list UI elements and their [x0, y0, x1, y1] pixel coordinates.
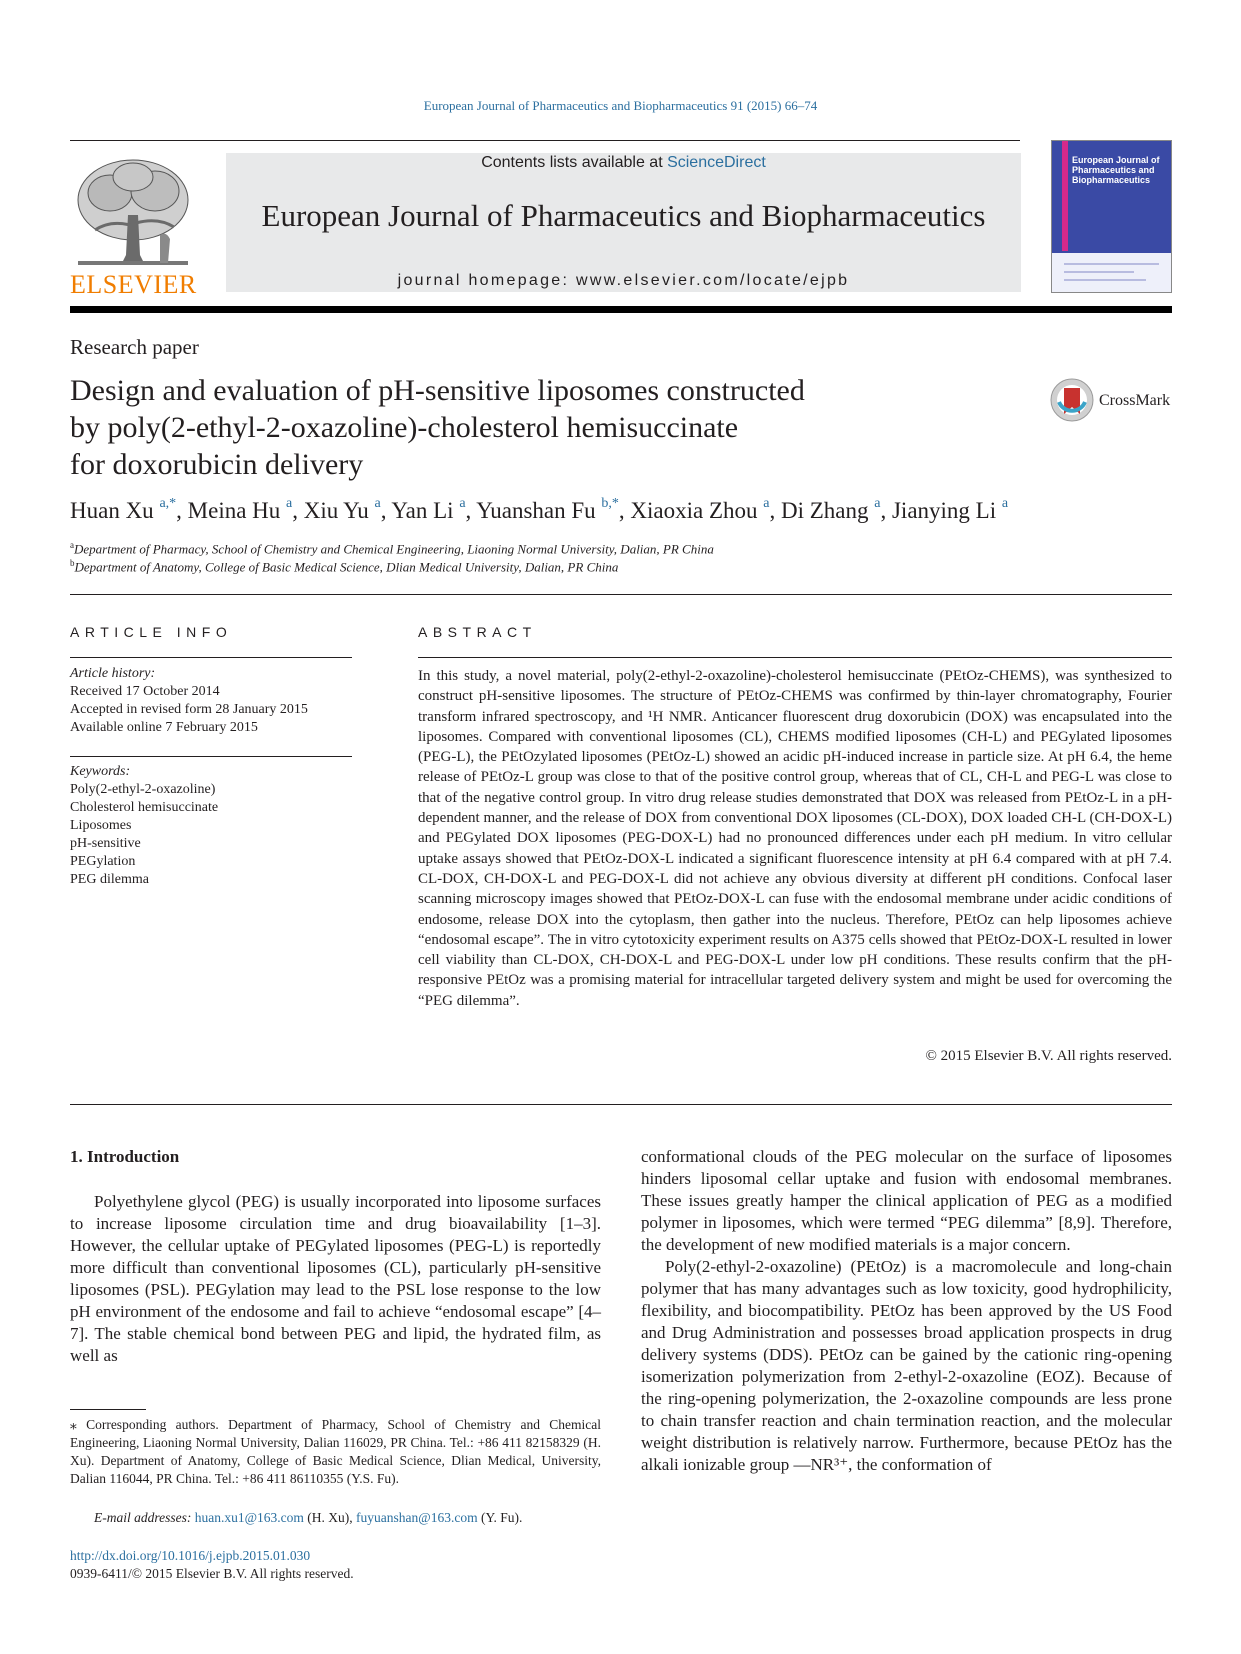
abstract-end-rule	[70, 1104, 1172, 1105]
author-separator: ,	[292, 498, 304, 523]
body-paragraph: Polyethylene glycol (PEG) is usually incorporated into liposome surfaces to increase liposome circulation time and drug bioavailability [1–3]. However, the cellular uptake of PEGylated liposomes (PEG-L) is reportedly more difficult than conventional liposomes (CL), particularly pH-sensitive liposomes (PSL). PEGylation may lead to the PSL lose response to the low pH environment of the endosome and fail to achieve “endosomal escape” [4–7]. The stable chemical bond between PEG and lipid, the hydrated film, as well as	[70, 1192, 601, 1365]
history-item: Available online 7 February 2015	[70, 720, 258, 735]
issn-copyright: 0939-6411/© 2015 Elsevier B.V. All rights reserved.	[70, 1566, 354, 1581]
author-affiliation-mark[interactable]: a	[874, 496, 881, 511]
article-history	[70, 665, 352, 737]
author-affiliation-mark[interactable]: a	[459, 496, 466, 511]
email-link[interactable]: fuyuanshan@163.com	[356, 1510, 478, 1525]
author-affiliation-mark[interactable]: a	[763, 496, 770, 511]
body-column-right	[641, 1146, 1172, 1476]
email-addresses	[70, 1510, 601, 1526]
corresponding-author-footnote: ⁎ Corresponding authors. Department of Pharmacy, School of Chemistry and Chemical Engineering, Liaoning Normal University, Dalian 116029, PR China. Tel.: +86 411 82158329 (H. Xu). Department of Anatomy, College of Basic Medical Science, Dlian Medical, University, Dalian 116044, PR China. Tel.: +86 411 86110355 (Y.S. Fu).	[70, 1417, 601, 1486]
history-item: Accepted in revised form 28 January 2015	[70, 702, 308, 717]
author-affiliation-mark[interactable]: a	[286, 496, 293, 511]
contents-line	[226, 154, 1021, 172]
keywords-rule	[70, 756, 352, 757]
body-paragraph: Poly(2-ethyl-2-oxazoline) (PEtOz) is a macromolecule and long-chain polymer that has many advantages such as low toxicity, good hydrophilicity, flexibility, and biocompatibility. PEtOz has been approved by the US Food and Drug Administration and possesses broad application prospects in drug delivery systems (DDS). PEtOz can be gained by the cationic ring-opening isomerization polymerization from 2-ethyl-2-oxazoline (EOZ). Because of the ring-opening polymerization, the 2-oxazoline compounds are less prone to chain transfer reaction and chain termination reaction, and the molecular weight distribution is relatively narrow. Furthermore, because PEtOz has the alkali ionizable group —NR³⁺, the conformation of	[641, 1257, 1172, 1474]
cover-footer	[1052, 253, 1172, 293]
title-line: Design and evaluation of pH-sensitive liposomes constructed	[70, 374, 805, 407]
article-title	[70, 372, 970, 483]
footnote-rule	[70, 1409, 146, 1410]
keywords-heading: Keywords:	[70, 764, 131, 779]
keyword: Poly(2-ethyl-2-oxazoline)	[70, 782, 216, 797]
author-separator: ,	[880, 498, 892, 523]
title-line: by poly(2-ethyl-2-oxazoline)-cholesterol hemisuccinate	[70, 411, 739, 444]
affiliation-key: a	[70, 540, 74, 550]
crossmark-label[interactable]: CrossMark	[1099, 392, 1171, 409]
keyword: PEGylation	[70, 854, 136, 869]
paper-type: Research paper	[70, 335, 199, 359]
keyword: PEG dilemma	[70, 872, 149, 887]
journal-homepage[interactable]: journal homepage: www.elsevier.com/locate/ejpb	[397, 272, 850, 289]
author-name: Huan Xu	[70, 498, 154, 523]
header-thick-rule	[70, 306, 1172, 313]
abstract-copyright: © 2015 Elsevier B.V. All rights reserved.	[925, 1048, 1172, 1064]
affiliation-rule	[70, 594, 1172, 595]
keyword: Liposomes	[70, 818, 132, 833]
doi-link[interactable]: http://dx.doi.org/10.1016/j.ejpb.2015.01.030	[70, 1548, 311, 1563]
article-info-rule	[70, 657, 352, 658]
section-heading-introduction: 1. Introduction	[70, 1147, 180, 1166]
author-separator: ,	[176, 498, 188, 523]
affiliation-text: Department of Pharmacy, School of Chemistry and Chemical Engineering, Liaoning Normal University, Dalian, PR China	[74, 541, 714, 557]
author-affiliation-mark[interactable]: a	[1001, 496, 1009, 511]
keywords	[70, 763, 352, 889]
author-separator: ,	[380, 498, 392, 523]
header-rule	[70, 140, 1020, 141]
body-column-left	[70, 1191, 601, 1367]
author-name: Jianying Li	[891, 498, 997, 523]
author-separator: ,	[465, 498, 477, 523]
body-paragraph: conformational clouds of the PEG molecular on the surface of liposomes hinders liposomal cellar uptake and fusion with endosomal membranes. These issues greatly hamper the clinical application of PEG as a modified polymer in liposomes, which were termed “PEG dilemma” [8,9]. Therefore, the development of new modified materials is a major concern.	[641, 1147, 1172, 1254]
history-item: Received 17 October 2014	[70, 684, 220, 699]
cover-footer-line	[1064, 263, 1159, 265]
sciencedirect-link[interactable]: ScienceDirect	[667, 154, 766, 171]
email-owner: (H. Xu),	[303, 1510, 357, 1525]
title-line: for doxorubicin delivery	[70, 448, 364, 481]
article-info-label: ARTICLE INFO	[70, 624, 233, 640]
crossmark-icon[interactable]	[1050, 378, 1094, 422]
author-affiliation-mark[interactable]: b,*	[601, 496, 619, 511]
author-name: Di Zhang	[781, 498, 869, 523]
elsevier-wordmark: ELSEVIER	[70, 270, 197, 299]
affiliation-a	[70, 540, 1170, 557]
email-owner: (Y. Fu).	[477, 1510, 523, 1525]
email-link[interactable]: huan.xu1@163.com	[194, 1510, 304, 1525]
journal-citation: European Journal of Pharmaceutics and Biopharmaceutics 91 (2015) 66–74	[423, 98, 818, 113]
contents-prefix: Contents lists available at	[481, 154, 668, 171]
email-heading: E-mail addresses:	[94, 1510, 195, 1525]
cover-footer-line	[1064, 279, 1146, 281]
history-heading: Article history:	[70, 666, 156, 681]
abstract-rule	[418, 657, 1172, 658]
author-name: Meina Hu	[187, 498, 281, 523]
author-separator: ,	[769, 498, 781, 523]
author-name: Xiaoxia Zhou	[630, 498, 758, 523]
author-affiliation-mark[interactable]: a,*	[159, 496, 177, 511]
abstract-label: ABSTRACT	[418, 624, 537, 640]
cover-title: European Journal of Pharmaceutics and Biopharmaceutics	[1072, 155, 1160, 185]
cover-stripe	[1062, 141, 1068, 251]
journal-cover-thumbnail	[1051, 140, 1172, 293]
author-name: Yan Li	[391, 498, 454, 523]
author-name: Xiu Yu	[303, 498, 369, 523]
affiliation-text: Department of Anatomy, College of Basic Medical Science, Dlian Medical University, Dalian, PR China	[74, 559, 619, 575]
author-affiliation-mark[interactable]: a	[374, 496, 381, 511]
author-name: Yuanshan Fu	[476, 498, 596, 523]
journal-title: European Journal of Pharmaceutics and Biopharmaceutics	[261, 198, 986, 233]
author-list	[70, 498, 1170, 524]
affiliation-b	[70, 558, 1170, 575]
author-separator: ,	[618, 498, 631, 523]
affiliation-key: b	[70, 558, 75, 568]
cover-footer-line	[1064, 271, 1134, 273]
abstract-text: In this study, a novel material, poly(2-ethyl-2-oxazoline)-cholesterol hemisuccinate (PEtOz-CHEMS), was synthesized to construct pH-sensitive liposomes. The structure of PEtOz-CHEMS was confirmed by thin-layer chromatography, Fourier transform infrared spectroscopy, and ¹H NMR. Anticancer fluorescent drug doxorubicin (DOX) was encapsulated into the liposomes. Compared with conventional liposomes (CL), CHEMS modified liposomes (CH-L) and PEGylated liposomes (PEG-L), the PEtOzylated liposomes (PEtOz-L) showed an acidic pH-induced increase in particle size. At pH 6.4, the heme release of PEtOz-L group was close to that of the positive control group, whereas that of CL, CH-L and PEG-L was close to that of the negative control group. In vitro drug release studies demonstrated that DOX was released from PEtOz-L in a pH-dependent manner, and the release of DOX from conventional DOX liposomes (CL-DOX), DOX loaded CH-L (CH-DOX-L) and PEGylated DOX liposomes (PEG-DOX-L) had no pronounced differences under each pH medium. In vitro cellular uptake assays showed that PEtOz-DOX-L indicated a significant fluorescence intensity at pH 6.4 compared with at pH 7.4. CL-DOX, CH-DOX-L and PEG-DOX-L did not achieve any obvious diversity at different pH conditions. Confocal laser scanning microscopy images showed that PEtOz-DOX-L can fuse with the endosomal membrane under acidic conditions of endosome, release DOX into the cytoplasm, then gather into the nucleus. Therefore, PEtOz can help liposomes achieve “endosomal escape”. The in vitro cytotoxicity experiment results on A375 cells showed that PEtOz-DOX-L resulted in lower cell viability than CL-DOX, CH-DOX-L and PEG-DOX-L under low pH conditions. These results confirm that the pH-responsive PEtOz was a promising material for intracellular targeted delivery system and might be used for overcoming the “PEG dilemma”.	[418, 668, 1172, 1009]
keyword: Cholesterol hemisuccinate	[70, 800, 219, 815]
keyword: pH-sensitive	[70, 836, 141, 851]
